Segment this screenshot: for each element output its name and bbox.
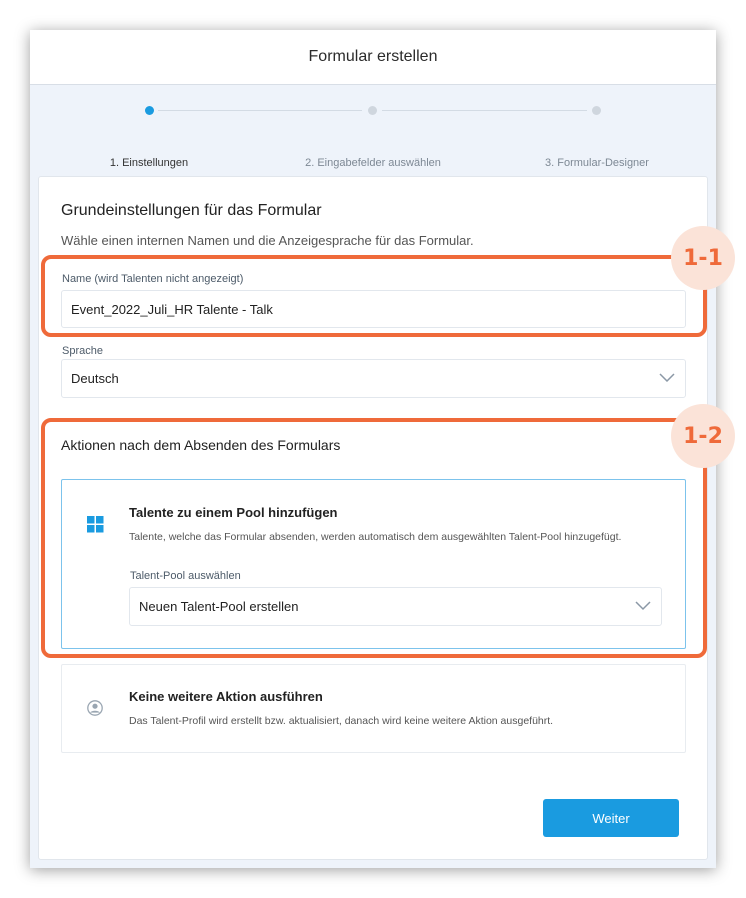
section-description: Wähle einen internen Namen und die Anzeigesprache für das Formular. [61,233,474,248]
option-title: Talente zu einem Pool hinzufügen [129,505,338,520]
section-title: Grundeinstellungen für das Formular [61,202,322,219]
step-dot-1[interactable] [145,106,154,115]
option-description: Talente, welche das Formular absenden, werden automatisch dem ausgewählten Talent-Pool hinzugefügt. [129,531,622,543]
step-label-2[interactable]: 2. Eingabefelder auswählen [305,157,441,169]
pool-select-value: Neuen Talent-Pool erstellen [139,599,299,614]
chevron-down-icon [659,373,675,383]
actions-title: Aktionen nach dem Absenden des Formulars [61,437,341,453]
pool-select-label: Talent-Pool auswählen [130,570,241,582]
stepper [30,86,716,176]
action-option-pool[interactable] [61,479,686,649]
form-create-modal [30,30,716,868]
callout-badge-1: 1-1 [671,226,735,290]
pool-select[interactable] [129,587,662,626]
name-input[interactable] [61,290,686,328]
language-field-label: Sprache [62,345,103,357]
callout-badge-2: 1-2 [671,404,735,468]
language-select-value: Deutsch [71,371,119,386]
language-select[interactable] [61,359,686,398]
chevron-down-icon [635,601,651,611]
name-field-label: Name (wird Talenten nicht angezeigt) [62,273,244,285]
step-dot-3[interactable] [592,106,601,115]
settings-card [38,176,708,860]
option-description: Das Talent-Profil wird erstellt bzw. aktualisiert, danach wird keine weitere Aktion ausgeführt. [129,715,554,727]
step-dot-2[interactable] [368,106,377,115]
action-option-none[interactable] [61,664,686,753]
step-connector [382,110,587,111]
step-label-1[interactable]: 1. Einstellungen [109,157,189,169]
next-button[interactable]: Weiter [543,799,679,837]
modal-title: Formular erstellen [308,48,438,65]
option-title: Keine weitere Aktion ausführen [129,689,323,704]
user-icon [87,700,103,716]
grid-icon [87,516,104,533]
step-connector [158,110,362,111]
step-label-3[interactable]: 3. Formular-Designer [545,157,649,169]
modal-header [30,30,716,85]
